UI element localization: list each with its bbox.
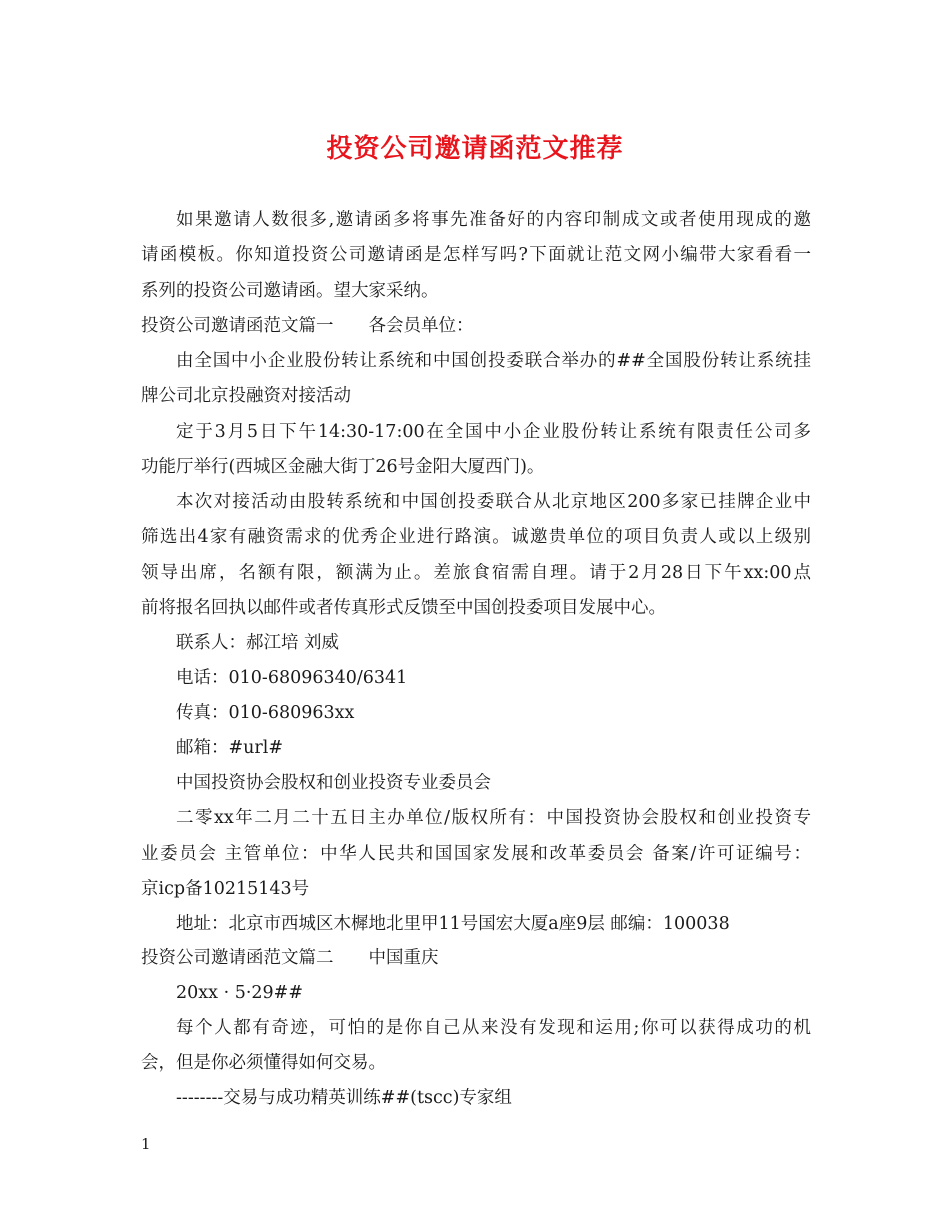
- contact-phone: 电话：010-68096340/6341: [176, 668, 408, 688]
- text-line: 筛选出4家有融资需求的优秀企业进行路演。诚邀贵单位的项目负责人或以上级别: [141, 527, 811, 547]
- contact-person: 联系人：郝江培 刘威: [176, 633, 340, 653]
- text-line: 系列的投资公司邀请函。望大家采纳。: [141, 281, 439, 301]
- contact-fax: 传真：010-680963xx: [176, 703, 355, 723]
- signature-line: --------交易与成功精英训练##(tscc)专家组: [176, 1088, 512, 1108]
- text-line: 功能厅举行(西城区金融大街丁26号金阳大厦西门)。: [141, 457, 545, 477]
- text-line: 京icp备10215143号: [141, 879, 310, 899]
- address-line: 地址：北京市西城区木樨地北里甲11号国宏大厦a座9层 邮编：100038: [176, 914, 730, 934]
- text-line: 如果邀请人数很多,邀请函多将事先准备好的内容印制成文或者使用现成的邀: [176, 210, 811, 230]
- text-line: 请函模板。你知道投资公司邀请函是怎样写吗?下面就让范文网小编带大家看看一: [141, 245, 811, 265]
- text-line: 领导出席，名额有限，额满为止。差旅食宿需自理。请于2月28日下午xx:00点: [141, 563, 811, 583]
- date-line: 20xx · 5·29##: [176, 983, 303, 1003]
- text-line: 本次对接活动由股转系统和中国创投委联合从北京地区200多家已挂牌企业中: [176, 492, 811, 512]
- text-line: 会，但是你必须懂得如何交易。: [141, 1053, 386, 1073]
- section-heading: 投资公司邀请函范文篇二 中国重庆: [141, 948, 439, 968]
- page-number: 1: [141, 1135, 151, 1153]
- text-line: 前将报名回执以邮件或者传真形式反馈至中国创投委项目发展中心。: [141, 598, 666, 618]
- text-line: 业委员会 主管单位：中华人民共和国国家发展和改革委员会 备案/许可证编号：: [141, 844, 811, 864]
- document-title: 投资公司邀请函范文推荐: [326, 134, 624, 164]
- text-line: 二零xx年二月二十五日主办单位/版权所有：中国投资协会股权和创业投资专: [176, 808, 811, 828]
- contact-email: 邮箱：#url#: [176, 738, 284, 758]
- text-line: 牌公司北京投融资对接活动: [141, 386, 351, 406]
- text-line: 定于3月5日下午14:30-17:00在全国中小企业股份转让系统有限责任公司多: [176, 422, 811, 442]
- text-line: 由全国中小企业股份转让系统和中国创投委联合举办的##全国股份转让系统挂: [176, 351, 811, 371]
- organizer-name: 中国投资协会股权和创业投资专业委员会: [176, 773, 491, 793]
- text-line: 每个人都有奇迹，可怕的是你自己从来没有发现和运用;你可以获得成功的机: [176, 1018, 811, 1038]
- section-heading: 投资公司邀请函范文篇一 各会员单位：: [141, 316, 474, 336]
